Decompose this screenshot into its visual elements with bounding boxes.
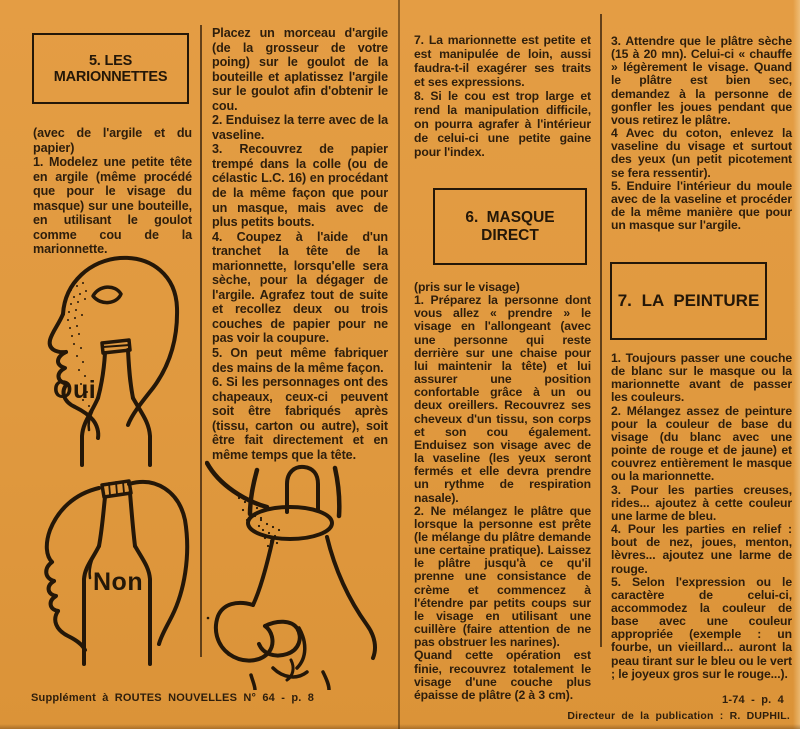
head-profile-drawing: [50, 258, 177, 438]
footer-page-number: 1-74 - p. 4: [722, 694, 784, 706]
paragraph: (avec de l'argile et du papier): [33, 126, 192, 155]
paragraph: Placez un morceau d'argile (de la grosseur de votre poing) sur le goulot de la bouteille et aplatissez l'argile sur le goulot afin d'obtenir le cou.: [212, 26, 388, 113]
footer-supplement: Supplément à ROUTES NOUVELLES N° 64 - p. 8: [31, 692, 315, 704]
finger-in-puppet-neck-illustration: [205, 440, 395, 690]
paragraph: (pris sur le visage): [414, 280, 520, 294]
paragraph: 3. Recouvrez de papier trempé dans la colle (ou de célastic L.C. 16) en procédant de la même façon que pour un masque, mais avec de plus petits bouts.: [212, 142, 388, 230]
section-6-title-box: [433, 188, 587, 265]
paragraph: 1. Préparez la personne dont vous allez « prendre » le visage en l'allongeant (avec une personne qui reste derrière sur une chaise pour lui maintenir la tête) et lui assurer une position confortable grâce à un ou deux oreillers. Recouvrez ses cheveux d'un tissu, son corps et son cou également. Enduisez son visage avec de la vaseline (les yeux seront fermés et elle devra prendre un rythme de respiration nasale).: [414, 293, 591, 505]
section-7-title: 7. LA PEINTURE: [617, 291, 760, 310]
column-1-text: [33, 126, 192, 257]
paragraph: 2. Mélangez assez de peinture pour la couleur de base du visage (du blanc avec une pointe de rouge et de jaune) et couvrez entièrement le masque ou la marionnette.: [611, 403, 792, 484]
paragraph: 7. La marionnette est petite et est manipulée de loin, aussi faudra-t-il exagérer ses traits et ses expressions.: [414, 33, 591, 89]
paragraph: 1. Modelez une petite tête en argile (même procédé que pour le visage du masque) sur une bouteille, en utilisant le goulot comme cou de la marionnette.: [33, 155, 192, 257]
paragraph: 4. Pour les parties en relief : bout de nez, joues, menton, lèvres... ajoutez une larme de rouge.: [611, 522, 792, 576]
paragraph: 4. Coupez à l'aide d'un tranchet la tête de la marionnette, lorsqu'elle sera sèche, pour la dégager de l'argile. Agrafez tout de suite et recollez deux ou trois couches de papier pour ne pas voir la coupure.: [212, 229, 388, 346]
footer-director: Directeur de la publication : R. DUPHIL.: [567, 710, 790, 722]
stipple-shading: [207, 497, 282, 619]
label-oui: Oui: [53, 376, 97, 404]
scan-edge-shadow: [0, 724, 800, 729]
scan-edge-highlight: [793, 0, 800, 729]
page-fold-line: [398, 0, 400, 729]
column-divider-right: [600, 14, 602, 647]
paragraph: 8. Si le cou est trop large et rend la manipulation difficile, on pourra agrafer à l'intérieur de celui-ci une petite gaine pour l'index.: [414, 89, 591, 159]
paragraph: 5. Selon l'expression ou le caractère de celui-ci, accommodez la couleur de base avec une couleur appropriée (exemple : un fourbe, un vieillard... auront la peau tirant sur le bleu ou le vert ; le joyeux gros sur le rouge...).: [611, 574, 792, 681]
paragraph: 4 Avec du coton, enlevez la vaseline du visage et surtout des yeux (un petit picotement se fera ressentir).: [611, 126, 792, 180]
column-4-top-text: [611, 35, 792, 232]
paragraph: 3. Pour les parties creuses, rides... ajoutez à cette couleur une larme de bleu.: [611, 482, 792, 523]
column-divider-left: [200, 25, 202, 657]
paragraph: 3. Attendre que le plâtre sèche (15 à 20 mn). Celui-ci « chauffe » légèrement le visage. Quand le plâtre est bien sec, demandez à la personne de gonfler les joues pendant que vous retirez le plâtre.: [611, 34, 792, 127]
puppet-head-on-bottle-oui-illustration: [25, 252, 195, 467]
fist-drawing: [216, 537, 375, 690]
column-4-main-text: [611, 352, 792, 681]
section-6-title: 6. MASQUE DIRECT: [465, 208, 555, 244]
section-5-title-box: [32, 33, 189, 104]
section-7-title-box: [610, 262, 767, 340]
paragraph: Quand cette opération est finie, recouvrez totalement le visage d'une couche plus épaisse de plâtre (2 à 3 cm).: [414, 648, 591, 702]
column-3-top-text: [414, 33, 591, 159]
paragraph: 2. Ne mélangez le plâtre que lorsque la personne est prête (le mélange du plâtre demande une certaine pratique). Laissez le plâtre jusqu'à ce qu'il prenne une consistance de crème et commencez à l'étendre par petits coups sur le visage en utilisant une cuillère (faire attention de ne pas obstruer les narines).: [414, 503, 591, 650]
head-profile-drawing: [46, 482, 187, 650]
paragraph: 6. Si les personnages ont des chapeaux, ceux-ci peuvent soit être fabriqués après (tissu, carton ou autre), soit être fait directement et en même temps que la tête.: [212, 375, 388, 462]
paragraph: 1. Toujours passer une couche de blanc sur le masque ou la marionnette avant de passer les couleurs.: [611, 351, 792, 405]
paragraph: 5. On peut même fabriquer des mains de la même façon.: [212, 346, 388, 375]
paragraph: 2. Enduisez la terre avec de la vaseline.: [212, 113, 388, 142]
label-non: Non: [93, 568, 144, 596]
section-5-title: 5. LES MARIONNETTES: [53, 52, 168, 85]
column-3-main-text: [414, 281, 591, 702]
column-2-text: [212, 26, 388, 462]
paragraph: 5. Enduire l'intérieur du moule avec de la vaseline et procéder de la même manière que pour un masque sur l'argile.: [611, 178, 792, 233]
